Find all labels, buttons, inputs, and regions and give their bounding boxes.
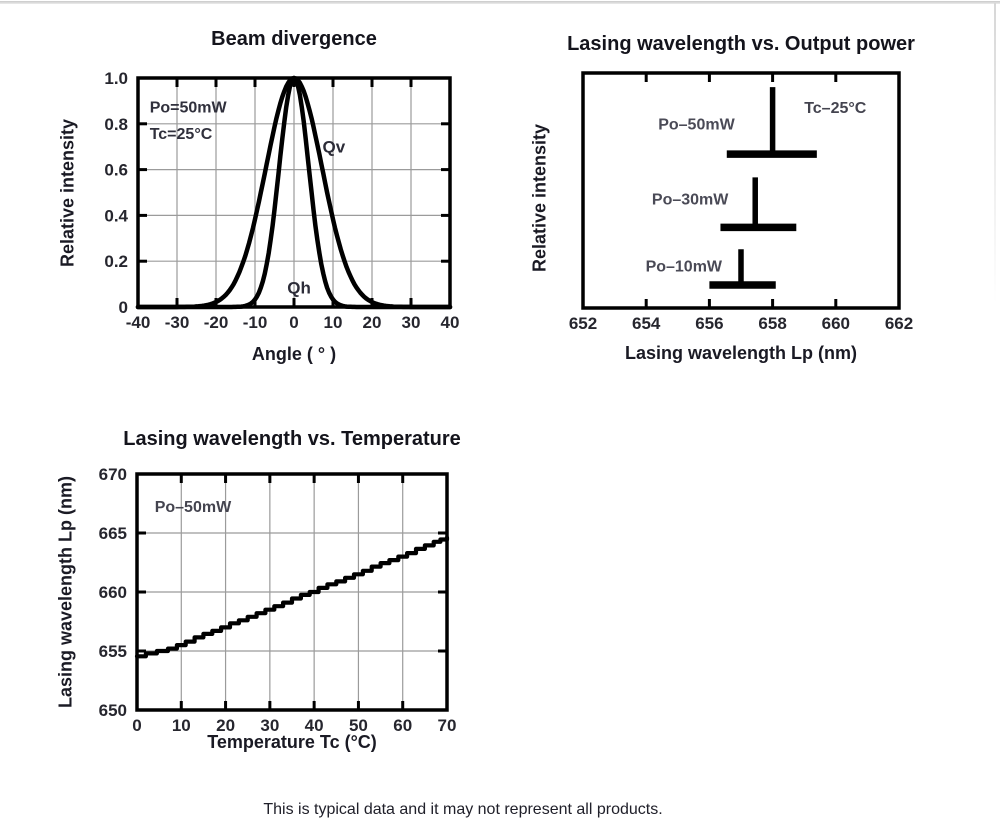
- x-tick-label: 40: [304, 716, 324, 735]
- chart-title: Beam divergence: [211, 28, 377, 50]
- x-tick-label: 60: [393, 716, 413, 735]
- y-tick-label: 1.0: [104, 69, 128, 88]
- annotation-0: Po–50mW: [154, 498, 232, 516]
- x-tick-label: 658: [758, 314, 787, 333]
- x-tick-label: 70: [437, 716, 457, 735]
- x-tick-label: 30: [401, 313, 421, 332]
- wavelength-vs-power-chart: [529, 33, 915, 363]
- x-tick-label: 654: [632, 314, 661, 333]
- x-tick-label: 10: [171, 716, 191, 735]
- spike-label-1: Po–30mW: [651, 191, 729, 209]
- chart-title: Lasing wavelength vs. Output power: [567, 33, 915, 55]
- chart-title: Lasing wavelength vs. Temperature: [123, 428, 461, 450]
- wavelength-vs-temperature-plot: [62, 452, 475, 766]
- spike-label-0: Po–50mW: [658, 116, 735, 134]
- x-tick-label: 0: [132, 716, 142, 735]
- y-tick-label: 665: [98, 524, 127, 543]
- y-tick-label: 0: [118, 298, 128, 317]
- x-tick-label: -20: [203, 313, 229, 332]
- page-right-edge: [994, 3, 996, 303]
- y-axis-label: Relative intensity: [57, 118, 78, 267]
- annotation-0: Po=50mW: [149, 99, 227, 117]
- page-top-edge: [0, 1, 1000, 4]
- x-tick-label: 662: [884, 314, 914, 333]
- x-tick-label: 660: [821, 314, 850, 333]
- x-tick-label: 20: [216, 716, 236, 735]
- wavelength-vs-temperature-chart: [55, 428, 461, 752]
- x-axis-label: Temperature Tc (°C): [207, 732, 377, 752]
- x-axis-label: Angle ( ° ): [251, 344, 337, 364]
- x-tick-label: 40: [440, 313, 460, 332]
- series-curve-Lp-vs-Tc: [137, 538, 447, 657]
- x-tick-label: 656: [695, 314, 724, 333]
- x-tick-label: -30: [164, 313, 190, 332]
- x-tick-label: -10: [242, 313, 268, 332]
- y-tick-label: 660: [98, 583, 127, 602]
- x-tick-label: 30: [260, 716, 280, 735]
- x-tick-label: 20: [362, 313, 382, 332]
- x-tick-label: 652: [568, 314, 598, 333]
- y-axis-label: Relative intensity: [529, 123, 550, 272]
- x-tick-label: 10: [323, 313, 343, 332]
- annotation-1: Tc=25°C: [149, 125, 213, 143]
- y-axis-label: Lasing wavelength Lp (nm): [55, 475, 76, 709]
- spike-label-2: Po–10mW: [645, 258, 723, 276]
- y-tick-label: 650: [98, 701, 127, 720]
- series-label-Qh: Qh: [287, 278, 311, 298]
- wavelength-vs-power-plot: [508, 51, 927, 364]
- y-tick-label: 0.6: [104, 160, 128, 180]
- footer-note: This is typical data and it may not represent all products.: [263, 801, 663, 818]
- y-tick-label: 0.8: [104, 114, 128, 134]
- x-tick-label: 0: [289, 313, 299, 332]
- x-tick-label: 50: [348, 716, 368, 735]
- y-tick-label: 655: [98, 642, 127, 661]
- beam-divergence-chart: [57, 28, 460, 364]
- annotation-0: Tc–25°C: [804, 100, 867, 118]
- beam-divergence-plot: [63, 56, 478, 363]
- y-tick-label: 0.2: [104, 252, 128, 272]
- x-axis-label: Lasing wavelength Lp (nm): [624, 343, 858, 363]
- y-tick-label: 670: [98, 465, 127, 484]
- series-label-Qv: Qv: [322, 137, 346, 157]
- y-tick-label: 0.4: [104, 206, 128, 226]
- x-tick-label: -40: [125, 313, 151, 332]
